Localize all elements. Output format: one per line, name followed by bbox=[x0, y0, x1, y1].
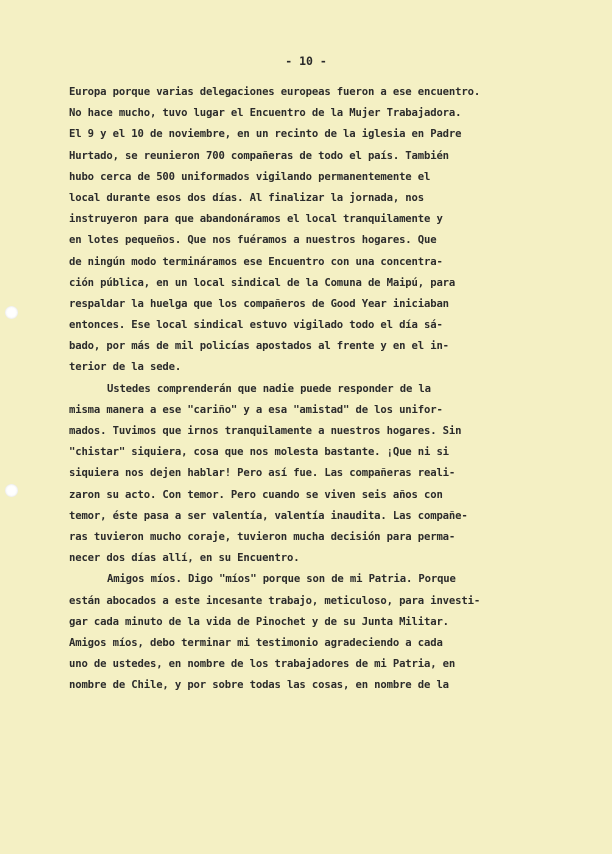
text-line: entonces. Ese local sindical estuvo vigilado todo el día sá- bbox=[69, 319, 443, 332]
text-line: local durante esos dos días. Al finalizar la jornada, nos bbox=[69, 191, 424, 204]
page-number: - 10 - bbox=[285, 54, 327, 68]
text-line: de ningún modo termináramos ese Encuentro con una concentra- bbox=[69, 255, 443, 268]
text-line: ción pública, en un local sindical de la Comuna de Maipú, para bbox=[69, 276, 456, 289]
text-line: Europa porque varias delegaciones europeas fueron a ese encuentro. bbox=[69, 86, 481, 98]
text-line: Amigos míos. Digo "míos" porque son de mi Patria. Porque bbox=[107, 573, 456, 586]
text-line: necer dos días allí, en su Encuentro. bbox=[69, 552, 300, 565]
text-line: Hurtado, se reunieron 700 compañeras de todo el país. También bbox=[69, 149, 449, 162]
text-line: respaldar la huelga que los compañeros de Good Year iniciaban bbox=[69, 297, 449, 310]
text-line: instruyeron para que abandonáramos el local tranquilamente y bbox=[69, 213, 443, 226]
text-line: terior de la sede. bbox=[69, 361, 182, 374]
text-line: uno de ustedes, en nombre de los trabajadores de mi Patria, en bbox=[69, 658, 456, 671]
text-line: temor, éste pasa a ser valentía, valentía inaudita. Las compañe- bbox=[69, 509, 468, 522]
text-line: nombre de Chile, y por sobre todas las cosas, en nombre de la bbox=[69, 679, 449, 692]
text-line: siquiera nos dejen hablar! Pero así fue. Las compañeras reali- bbox=[69, 467, 456, 480]
text-line: misma manera a ese "cariño" y a esa "amistad" de los unifor- bbox=[69, 403, 443, 416]
text-line: zaron su acto. Con temor. Pero cuando se viven seis años con bbox=[69, 488, 443, 501]
text-line: mados. Tuvimos que irnos tranquilamente a nuestros hogares. Sin bbox=[69, 425, 462, 437]
text-line: Amigos míos, debo terminar mi testimonio agradeciendo a cada bbox=[69, 636, 443, 649]
punch-hole-lower bbox=[5, 484, 18, 497]
text-line: gar cada minuto de la vida de Pinochet y de su Junta Militar. bbox=[69, 615, 449, 628]
text-line: Ustedes comprenderán que nadie puede responder de la bbox=[107, 382, 431, 395]
text-line: No hace mucho, tuvo lugar el Encuentro de la Mujer Trabajadora. bbox=[69, 107, 462, 120]
text-line: están abocados a este incesante trabajo, meticuloso, para investi- bbox=[69, 594, 481, 607]
text-line: ras tuvieron mucho coraje, tuvieron mucha decisión para perma- bbox=[69, 530, 456, 543]
text-line: "chistar" siquiera, cosa que nos molesta bastante. ¡Que ni si bbox=[69, 446, 449, 459]
punch-hole-upper bbox=[5, 306, 18, 319]
body-text bbox=[69, 82, 569, 696]
text-line: en lotes pequeños. Que nos fuéramos a nuestros hogares. Que bbox=[69, 234, 437, 247]
text-line: El 9 y el 10 de noviembre, en un recinto de la iglesia en Padre bbox=[69, 128, 462, 141]
text-line: bado, por más de mil policías apostados al frente y en el in- bbox=[69, 340, 449, 353]
text-line: hubo cerca de 500 uniformados vigilando permanentemente el bbox=[69, 170, 431, 183]
